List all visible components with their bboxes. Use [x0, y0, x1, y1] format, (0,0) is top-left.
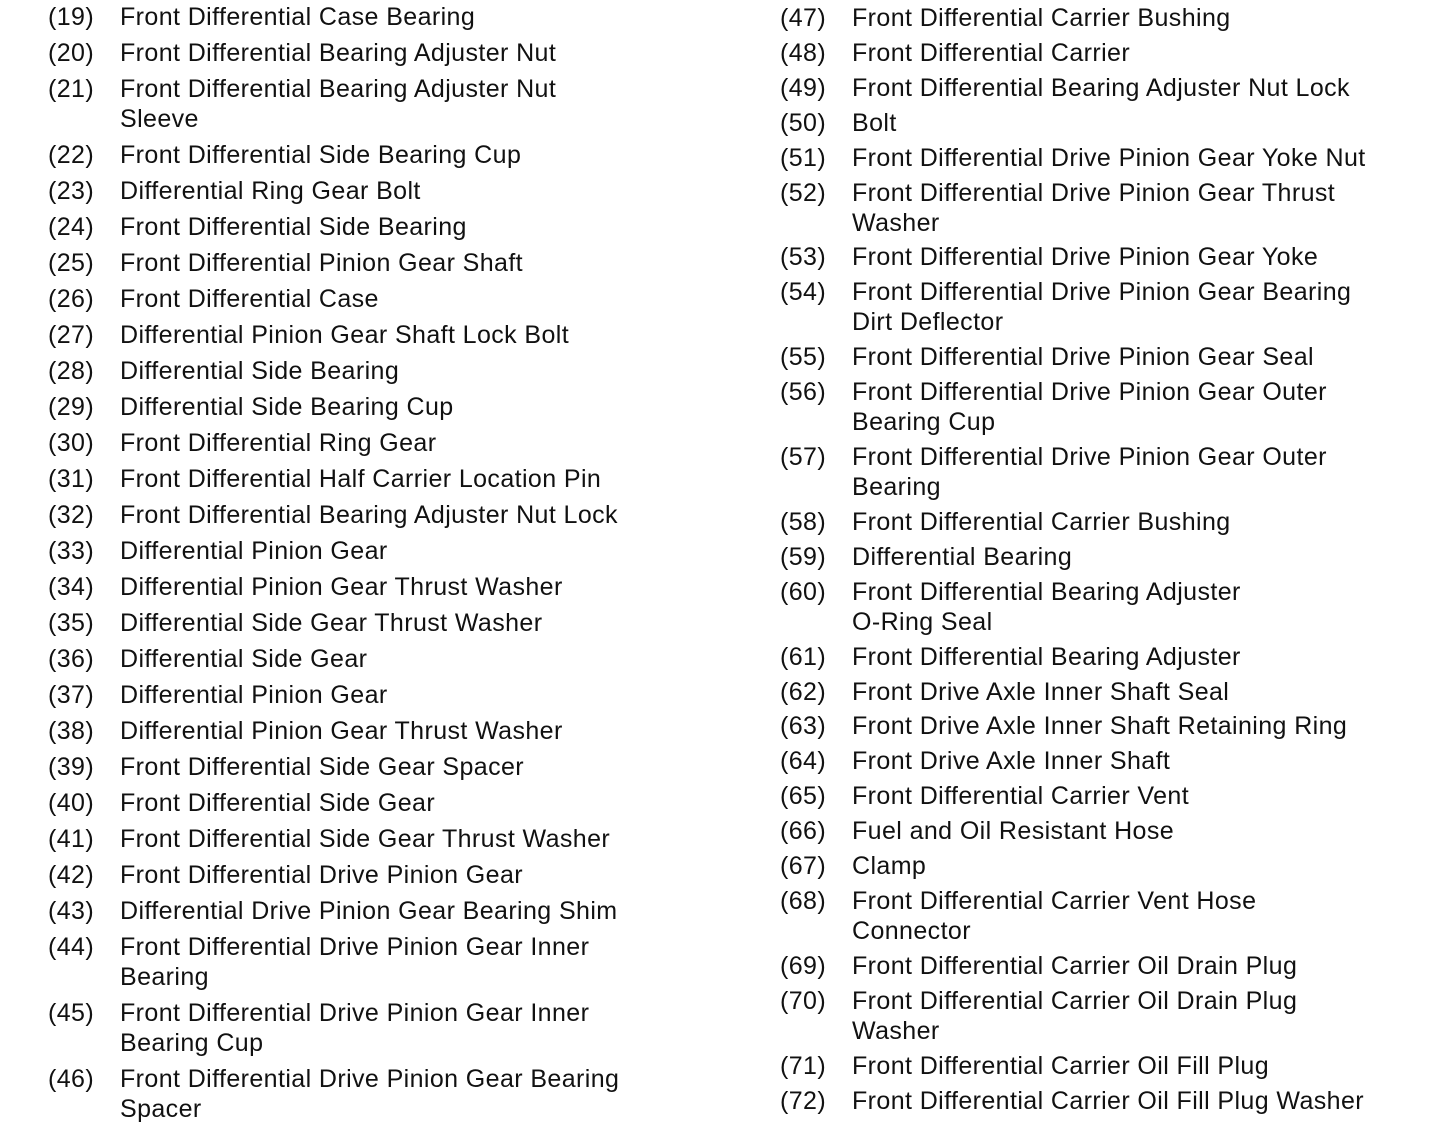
legend-item-label: Differential Side Bearing: [120, 357, 400, 385]
legend-item: [780, 507, 1440, 537]
legend-item-label: Front Drive Axle Inner Shaft Seal: [852, 677, 1230, 706]
legend-item-label: Front Differential Drive Pinion Gear Inner Bearing: [120, 933, 590, 991]
legend-item-label: Front Differential Side Gear: [120, 789, 436, 817]
legend-item-number: (22): [48, 141, 95, 169]
legend-item: [48, 428, 738, 458]
legend-item-label: Front Differential Pinion Gear Shaft: [120, 249, 524, 277]
legend-item-number: (68): [780, 886, 827, 915]
legend-item: [780, 542, 1440, 572]
legend-item: [780, 277, 1440, 337]
legend-item: [780, 577, 1440, 637]
legend-item-label: Front Drive Axle Inner Shaft Retaining Ring: [852, 712, 1348, 741]
legend-item: [780, 178, 1440, 238]
legend-item-label: Front Differential Bearing Adjuster: [852, 642, 1241, 671]
legend-item-label: Differential Drive Pinion Gear Bearing Shim: [120, 897, 618, 925]
legend-item-number: (51): [780, 143, 827, 172]
legend-item: [48, 74, 738, 134]
legend-item-label: Front Differential Side Gear Spacer: [120, 753, 525, 781]
legend-item-number: (66): [780, 817, 827, 846]
legend-item-number: (72): [780, 1086, 827, 1115]
legend-item-label: Front Differential Carrier Vent: [852, 782, 1190, 811]
legend-item-number: (67): [780, 852, 827, 880]
legend-item: [48, 1064, 738, 1124]
legend-item-label: Differential Pinion Gear: [120, 537, 388, 565]
legend-item: [48, 788, 738, 818]
legend-item-label: Front Differential Drive Pinion Gear Yoke: [852, 243, 1319, 272]
legend-item: [48, 464, 738, 494]
legend-item-number: (69): [780, 951, 827, 980]
legend-item: [780, 851, 1440, 881]
legend-item-label: Fuel and Oil Resistant Hose: [852, 817, 1175, 846]
legend-item-label: Differential Pinion Gear Shaft Lock Bolt: [120, 321, 570, 349]
legend-item: [780, 746, 1440, 776]
legend-item: [780, 711, 1440, 741]
legend-item: [48, 680, 738, 710]
legend-item-number: (35): [48, 609, 95, 637]
legend-item: [780, 342, 1440, 372]
legend-item-label: Front Differential Drive Pinion Gear Inner Bearing Cup: [120, 999, 590, 1057]
legend-item-number: (33): [48, 537, 95, 565]
legend-item-number: (52): [780, 178, 827, 207]
legend-item: [48, 38, 738, 68]
legend-item-number: (31): [48, 465, 95, 493]
legend-item: [48, 572, 738, 602]
legend-item-number: (48): [780, 38, 827, 67]
legend-item: [780, 642, 1440, 672]
legend-item-label: Front Differential Bearing Adjuster Nut Lock: [120, 501, 618, 529]
legend-item-label: Front Differential Drive Pinion Gear Bearing Dirt Deflector: [852, 278, 1352, 337]
legend-item: [48, 932, 738, 992]
legend-item-number: (49): [780, 73, 827, 102]
legend-item: [780, 677, 1440, 707]
legend-item-number: (20): [48, 39, 95, 67]
legend-item: [780, 781, 1440, 811]
legend-item-number: (63): [780, 712, 827, 741]
legend-item-number: (45): [48, 999, 95, 1027]
legend-item-label: Front Differential Drive Pinion Gear: [120, 861, 523, 889]
legend-item: [780, 73, 1440, 103]
legend-item-number: (21): [48, 75, 95, 103]
legend-item-label: Differential Bearing: [852, 542, 1073, 571]
legend-item: [48, 140, 738, 170]
legend-item-number: (47): [780, 4, 827, 32]
legend-item-number: (42): [48, 861, 95, 889]
legend-item: [48, 536, 738, 566]
legend-item-number: (46): [48, 1065, 95, 1093]
legend-item: [780, 38, 1440, 68]
legend-item-label: Front Differential Side Bearing: [120, 213, 467, 241]
legend-item-number: (60): [780, 577, 827, 606]
legend-item-number: (25): [48, 249, 95, 277]
legend-item: [48, 356, 738, 386]
legend-item-number: (62): [780, 677, 827, 706]
legend-item-label: Front Differential Carrier Bushing: [852, 4, 1231, 32]
legend-item-label: Front Differential Bearing Adjuster Nut: [120, 39, 557, 67]
legend-item-label: Differential Side Bearing Cup: [120, 393, 454, 421]
legend-item-number: (43): [48, 897, 95, 925]
legend-item-number: (30): [48, 429, 95, 457]
legend-item: [48, 284, 738, 314]
legend-item: [780, 242, 1440, 272]
legend-item: [780, 951, 1440, 981]
legend-item: [48, 824, 738, 854]
legend-item-number: (71): [780, 1051, 827, 1080]
legend-item-label: Bolt: [852, 108, 897, 137]
legend-item-number: (38): [48, 717, 95, 745]
legend-item: [48, 248, 738, 278]
legend-item: [48, 2, 738, 32]
legend-item: [48, 320, 738, 350]
legend-item: [48, 176, 738, 206]
legend-item: [780, 143, 1440, 173]
legend-item-label: Front Differential Bearing Adjuster Nut Sleeve: [120, 75, 557, 133]
legend-item-label: Front Differential Case Bearing: [120, 3, 476, 31]
legend-item-number: (55): [780, 343, 827, 372]
legend-item: [780, 108, 1440, 138]
legend-item-label: Front Differential Drive Pinion Gear Yoke Nut: [852, 143, 1366, 172]
legend-item: [48, 860, 738, 890]
legend-item: [48, 998, 738, 1058]
legend-item: [48, 212, 738, 242]
legend-item-number: (29): [48, 393, 95, 421]
legend-item-number: (54): [780, 278, 827, 307]
legend-item: [780, 442, 1440, 502]
legend-item-number: (28): [48, 357, 95, 385]
legend-item-number: (70): [780, 986, 827, 1015]
legend-item-label: Front Differential Carrier Oil Fill Plug Washer: [852, 1086, 1364, 1115]
legend-item-number: (53): [780, 243, 827, 272]
legend-item-label: Front Differential Side Gear Thrust Washer: [120, 825, 611, 853]
legend-item-label: Front Differential Carrier Bushing: [852, 507, 1231, 536]
legend-item-label: Clamp: [852, 852, 927, 880]
legend-item-number: (26): [48, 285, 95, 313]
legend-item-label: Differential Pinion Gear Thrust Washer: [120, 573, 563, 601]
legend-item-label: Front Differential Drive Pinion Gear Outer Bearing Cup: [852, 378, 1327, 437]
legend-item-label: Front Differential Carrier Oil Drain Plug: [852, 951, 1298, 980]
legend-item-label: Differential Pinion Gear: [120, 681, 388, 709]
legend-item-number: (59): [780, 542, 827, 571]
legend-item: [48, 392, 738, 422]
legend-item-label: Front Differential Half Carrier Location Pin: [120, 465, 602, 493]
legend-item-label: Front Differential Bearing Adjuster O-Ring Seal: [852, 577, 1241, 636]
legend-item-number: (32): [48, 501, 95, 529]
legend-item: [780, 816, 1440, 846]
legend-item-number: (40): [48, 789, 95, 817]
legend-item: [48, 716, 738, 746]
legend-item-label: Front Differential Drive Pinion Gear Seal: [852, 343, 1314, 372]
legend-item: [780, 1051, 1440, 1081]
legend-item-number: (58): [780, 507, 827, 536]
legend-item-number: (56): [780, 378, 827, 407]
legend-item: [48, 896, 738, 926]
legend-item-label: Front Differential Drive Pinion Gear Thrust Washer: [852, 178, 1336, 237]
legend-item-number: (39): [48, 753, 95, 781]
legend-item: [780, 1086, 1440, 1116]
legend-item: [780, 986, 1440, 1046]
legend-item-number: (64): [780, 747, 827, 776]
legend-item-label: Front Differential Bearing Adjuster Nut Lock: [852, 73, 1350, 102]
legend-item-number: (44): [48, 933, 95, 961]
legend-item-label: Front Differential Drive Pinion Gear Outer Bearing: [852, 443, 1327, 501]
legend-item-number: (57): [780, 443, 827, 471]
legend-item: [48, 644, 738, 674]
legend-item-label: Front Differential Carrier Oil Drain Plug Washer: [852, 986, 1298, 1045]
legend-item-number: (27): [48, 321, 95, 349]
legend-item-label: Differential Side Gear: [120, 645, 368, 673]
legend-item-label: Front Differential Case: [120, 285, 379, 313]
legend-item-label: Differential Side Gear Thrust Washer: [120, 609, 543, 637]
legend-item: [780, 886, 1440, 946]
legend-item-number: (41): [48, 825, 95, 853]
legend-item-number: (61): [780, 642, 827, 671]
legend-item: [48, 752, 738, 782]
legend-item-number: (37): [48, 681, 95, 709]
legend-item-label: Front Drive Axle Inner Shaft: [852, 747, 1171, 776]
legend-item: [48, 500, 738, 530]
legend-item: [780, 3, 1440, 33]
legend-item-label: Front Differential Carrier Vent Hose Connector: [852, 886, 1257, 945]
legend-item-label: Front Differential Ring Gear: [120, 429, 437, 457]
legend-item-number: (19): [48, 3, 95, 31]
legend-item-label: Differential Ring Gear Bolt: [120, 177, 421, 205]
legend-item-number: (24): [48, 213, 95, 241]
legend-item-label: Front Differential Carrier: [852, 38, 1131, 67]
legend-item-label: Front Differential Carrier Oil Fill Plug: [852, 1051, 1270, 1080]
legend-item-number: (65): [780, 782, 827, 811]
legend-item: [780, 377, 1440, 437]
legend-item-label: Differential Pinion Gear Thrust Washer: [120, 717, 563, 745]
legend-item-label: Front Differential Side Bearing Cup: [120, 141, 522, 169]
legend-item: [48, 608, 738, 638]
legend-item-label: Front Differential Drive Pinion Gear Bearing Spacer: [120, 1065, 620, 1123]
legend-item-number: (34): [48, 573, 95, 601]
legend-item-number: (23): [48, 177, 95, 205]
legend-item-number: (50): [780, 108, 827, 137]
legend-item-number: (36): [48, 645, 95, 673]
